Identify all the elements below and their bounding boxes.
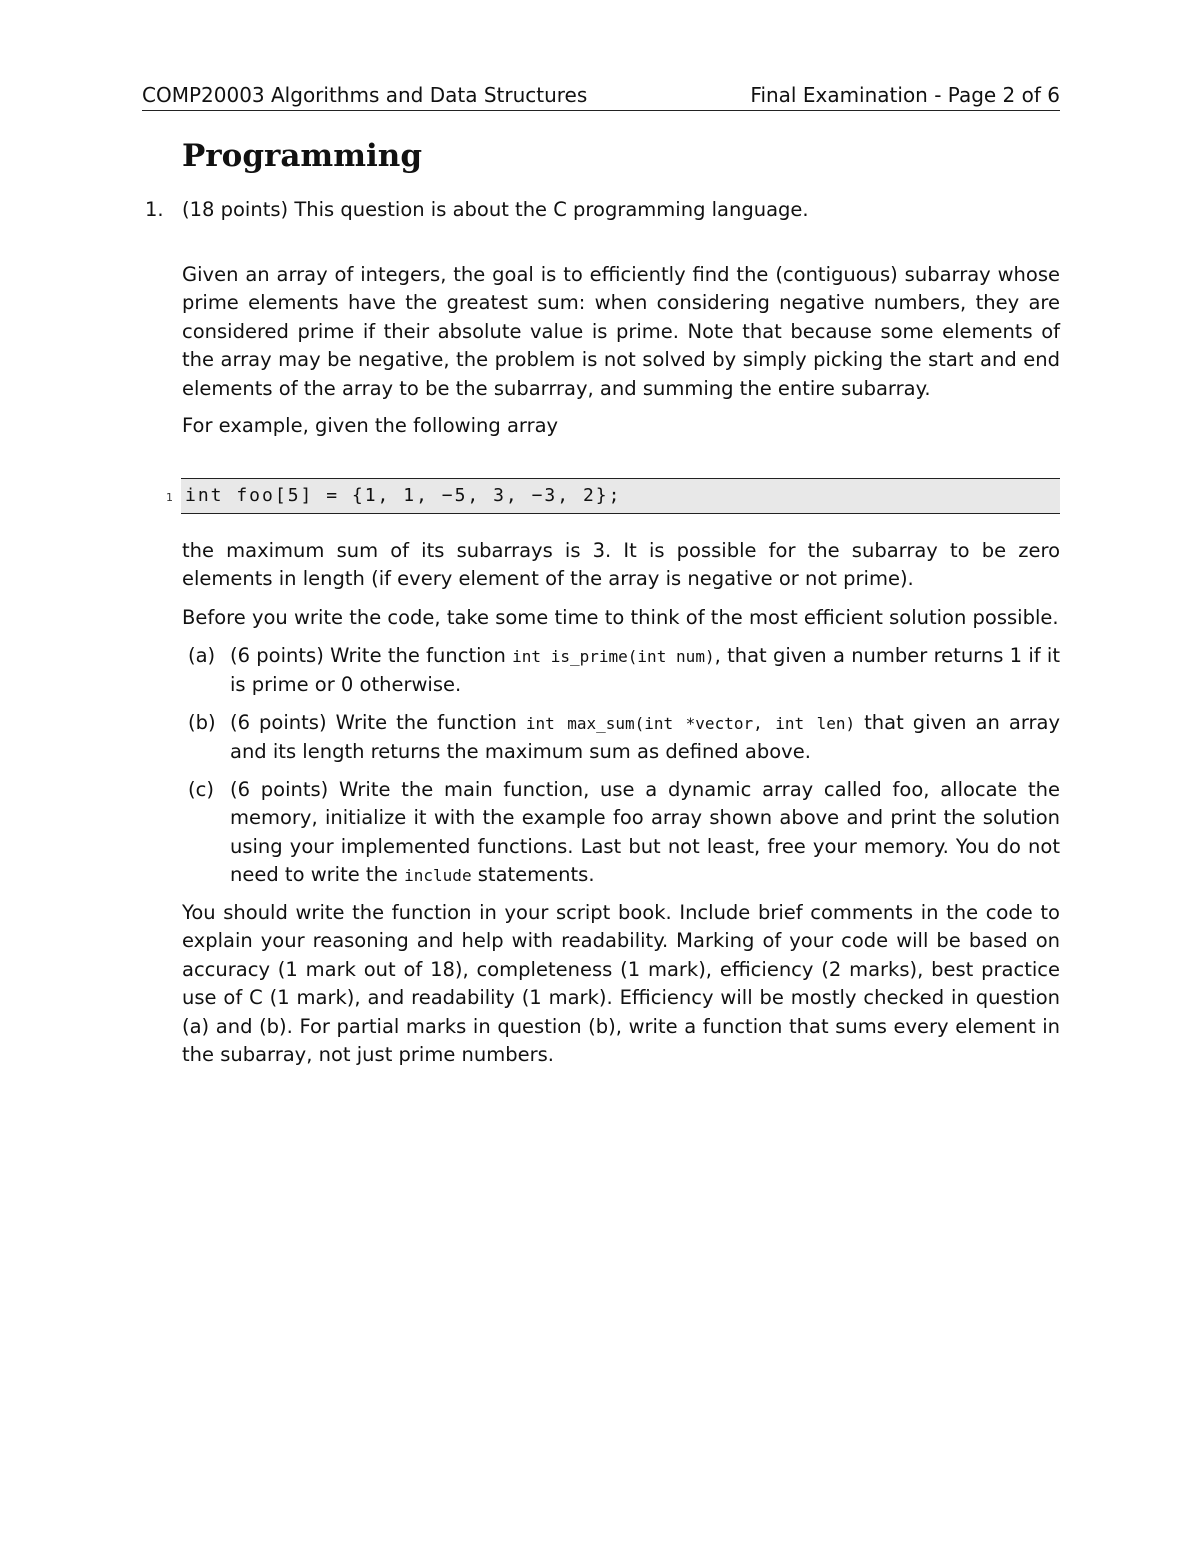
part-label: (a) bbox=[188, 644, 216, 667]
part-a bbox=[182, 642, 1060, 700]
code-listing bbox=[181, 478, 1060, 514]
efficiency-note: Before you write the code, take some time to think of the most efficient solution possible. bbox=[182, 606, 1059, 629]
function-signature: int is_prime(int num) bbox=[512, 647, 715, 666]
part-b bbox=[182, 709, 1060, 767]
part-text: that given an array and its length returns the maximum sum as defined above. bbox=[230, 711, 1060, 764]
code-line-number: 1 bbox=[166, 491, 173, 504]
part-text: (6 points) Write the function bbox=[230, 644, 513, 667]
page-header bbox=[142, 82, 1060, 111]
marking-instructions: You should write the function in your script book. Include brief comments in the code to explain your reasoning and help with readability. Marking of your code will be based on accuracy (1 mark out of 18), completeness (1 mark), efficiency (2 marks), best practice use of C (1 mark), and readability (1 mark). Efficiency will be mostly checked in question (a) and (b). For partial marks in question (b), write a function that sums every element in the subarray, not just prime numbers. bbox=[182, 901, 1060, 1067]
part-body bbox=[230, 709, 1060, 767]
part-text: (6 points) Write the function bbox=[230, 711, 526, 734]
question-number: 1. bbox=[145, 198, 164, 221]
page-info: Final Examination - Page 2 of 6 bbox=[750, 83, 1060, 107]
function-signature: int max_sum(int *vector, int len) bbox=[525, 714, 856, 733]
code-line: int foo[5] = {1, 1, −5, 3, −3, 2}; bbox=[185, 485, 622, 506]
part-c bbox=[182, 776, 1060, 891]
problem-description: Given an array of integers, the goal is to efficiently find the (contiguous) subarray whose prime elements have the greatest sum: when considering negative numbers, they are considered prime if their absolute value is prime. Note that because some elements of the array may be negative, the problem is not solved by simply picking the start and end elements of the array to be the subarrray, and summing the entire subarray. bbox=[182, 263, 1060, 400]
course-title: COMP20003 Algorithms and Data Structures bbox=[142, 83, 588, 107]
part-body bbox=[230, 642, 1060, 700]
part-body bbox=[230, 776, 1060, 891]
part-text: (6 points) Write the main function, use a dynamic array called foo, allocate the memory, initialize it with the example foo array shown above and print the solution using your implemented functions. Last but not least, free your memory. You do not need to write the bbox=[230, 778, 1060, 887]
example-intro: For example, given the following array bbox=[182, 414, 559, 437]
section-title: Programming bbox=[182, 138, 423, 174]
example-result: the maximum sum of its subarrays is 3. It is possible for the subarray to be zero elements in length (if every element of the array is negative or not prime). bbox=[182, 539, 1060, 591]
question-intro: (18 points) This question is about the C programming language. bbox=[182, 198, 809, 221]
part-text: statements. bbox=[471, 863, 595, 887]
part-label: (b) bbox=[188, 711, 216, 734]
part-text: , that given a number returns 1 if it is prime or 0 otherwise. bbox=[230, 644, 1060, 697]
include-keyword: include bbox=[404, 866, 472, 886]
part-label: (c) bbox=[188, 778, 214, 801]
